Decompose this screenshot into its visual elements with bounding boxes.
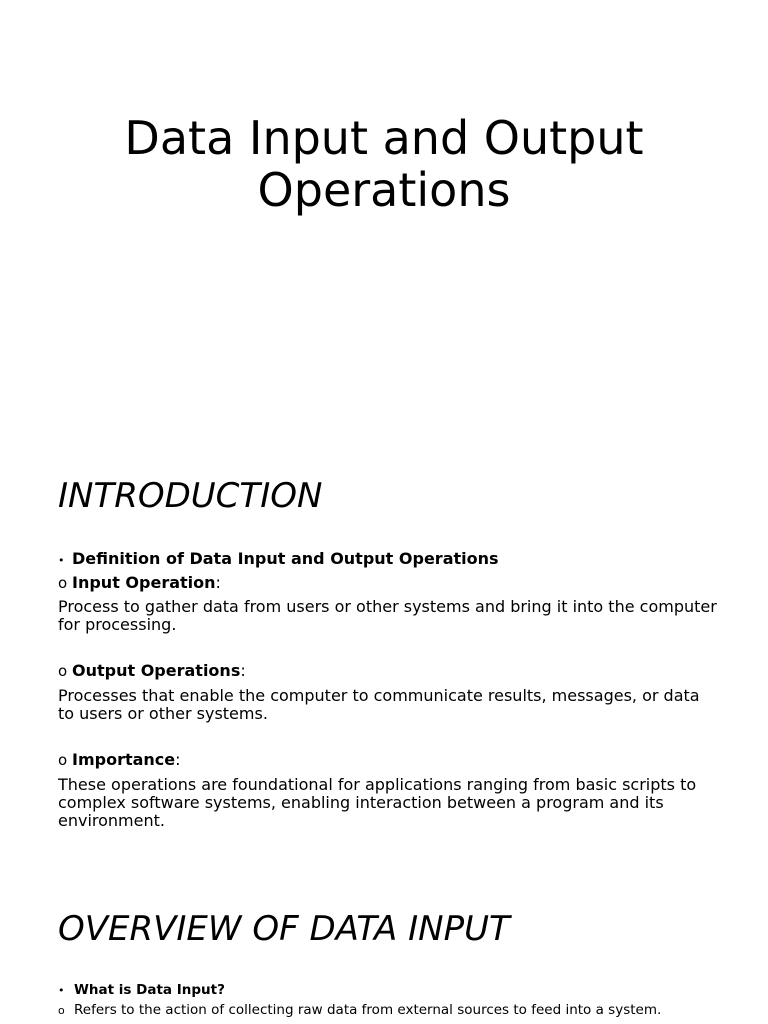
sub-bullet-icon: o (58, 574, 68, 592)
overview-heading: OVERVIEW OF DATA INPUT (58, 909, 510, 949)
input-operation-description: Process to gather data from users or other systems and bring it into the computer for processing. (58, 597, 717, 634)
output-operations-description: Processes that enable the computer to communicate results, messages, or data to users or other systems. (58, 686, 700, 723)
title-line-2: Operations (257, 163, 511, 217)
output-operations-item (58, 662, 246, 680)
bullet-dot-icon: • (58, 554, 65, 567)
input-operation-colon: : (215, 573, 221, 592)
introduction-heading: INTRODUCTION (58, 476, 323, 516)
overview-sub-item-text: Refers to the action of collecting raw data from external sources to feed into a system. (74, 1002, 662, 1018)
input-operation-label: Input Operation (72, 573, 216, 592)
overview-sub-item (58, 1002, 661, 1019)
importance-label: Importance (72, 750, 176, 769)
input-operation-item (58, 574, 221, 592)
title-line-1: Data Input and Output (124, 111, 644, 165)
output-operations-colon: : (240, 661, 246, 680)
importance-colon: : (175, 750, 181, 769)
sub-bullet-icon: o (58, 751, 68, 769)
page-title (0, 112, 768, 216)
sub-bullet-icon: o (58, 662, 68, 680)
bullet-dot-icon: • (58, 984, 65, 997)
importance-item (58, 751, 181, 769)
intro-main-bullet (58, 550, 499, 570)
sub-bullet-icon: o (58, 1004, 65, 1017)
overview-main-bullet (58, 982, 225, 999)
intro-main-bullet-text: Definition of Data Input and Output Operations (72, 549, 499, 568)
overview-main-bullet-text: What is Data Input? (74, 982, 225, 998)
output-operations-label: Output Operations (72, 661, 241, 680)
importance-description: These operations are foundational for applications ranging from basic scripts to complex software systems, enabling interaction between a program and its environment. (58, 775, 697, 830)
